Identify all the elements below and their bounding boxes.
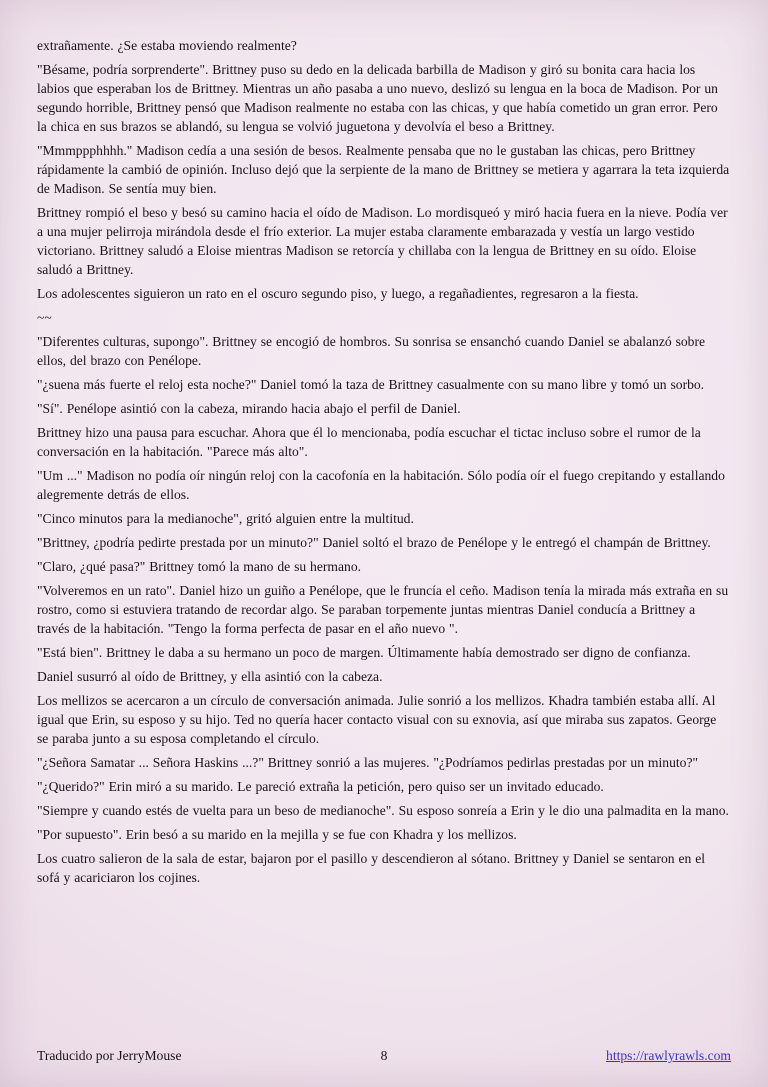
page-number: 8 xyxy=(380,1048,388,1063)
paragraph: "¿Querido?" Erin miró a su marido. Le pareció extraña la petición, pero quiso ser un invitado educado. xyxy=(37,779,604,794)
paragraph: "Siempre y cuando estés de vuelta para un beso de medianoche". Su esposo sonreía a Erin y le dio una palmadita en la mano. xyxy=(37,803,729,818)
paragraph: "Sí". Penélope asintió con la cabeza, mirando hacia abajo el perfil de Daniel. xyxy=(37,401,461,416)
paragraph: extrañamente. ¿Se estaba moviendo realmente? xyxy=(37,38,297,53)
paragraph: Los adolescentes siguieron un rato en el oscuro segundo piso, y luego, a regañadientes, regresaron a la fiesta. xyxy=(37,286,639,301)
source-link[interactable]: https://rawlyrawls.com xyxy=(606,1048,731,1063)
source-link-container xyxy=(387,1046,731,1065)
translator-credit: Traducido por JerryMouse xyxy=(37,1048,182,1063)
paragraph: Brittney rompió el beso y besó su camino hacia el oído de Madison. Lo mordisqueó y miró hacia fuera en la nieve. Podía ver a una mujer pelirroja mirándola desde el frío exterior. La mujer estaba claramente embarazada y vestía un largo vestido victoriano. Brittney saludó a Eloise mientras Madison se retorcía y chillaba con la lengua de Brittney en su oído. Eloise saludó a Brittney. xyxy=(37,205,728,277)
paragraph: "¿Señora Samatar ... Señora Haskins ...?" Brittney sonrió a las mujeres. "¿Podríamos pedirlas prestadas por un minuto?" xyxy=(37,755,699,770)
paragraph: "Um ..." Madison no podía oír ningún reloj con la cacofonía en la habitación. Sólo podía oír el fuego crepitando y estallando alegremente detrás de ellos. xyxy=(37,468,725,502)
paragraph: Los mellizos se acercaron a un círculo de conversación animada. Julie sonrió a los mellizos. Khadra también estaba allí. Al igual que Erin, su esposo y su hijo. Ted no quería hacer contacto visual con su exnovia, así que miraba sus zapatos. George se paraba junto a su esposa completando el círculo. xyxy=(37,693,717,746)
paragraph: "Volveremos en un rato". Daniel hizo un guiño a Penélope, que le fruncía el ceño. Madison tenía la mirada más extraña en su rostro, como si estuviera tratando de recordar algo. Se paraban torpemente juntas mientras Daniel conducía a Brittney a través de la habitación. "Tengo la forma perfecta de pasar en el año nuevo ". xyxy=(37,583,729,636)
page-footer xyxy=(37,1046,731,1065)
paragraph: ~~ xyxy=(37,310,52,325)
paragraph: "Está bien". Brittney le daba a su hermano un poco de margen. Últimamente había demostrado ser digno de confianza. xyxy=(37,645,691,660)
paragraph: "Mmmppphhhh." Madison cedía a una sesión de besos. Realmente pensaba que no le gustaban las chicas, pero Brittney rápidamente la cambió de opinión. Incluso dejó que la serpiente de la mano de Brittney se metiera y agarrara la teta izquierda de Madison. Se sentía muy bien. xyxy=(37,143,730,196)
story-text xyxy=(37,36,731,892)
paragraph: Daniel susurró al oído de Brittney, y ella asintió con la cabeza. xyxy=(37,669,383,684)
paragraph: Brittney hizo una pausa para escuchar. Ahora que él lo mencionaba, podía escuchar el tictac incluso sobre el rumor de la conversación en la habitación. "Parece más alto". xyxy=(37,425,701,459)
paragraph: "Por supuesto". Erin besó a su marido en la mejilla y se fue con Khadra y los mellizos. xyxy=(37,827,517,842)
paragraph: "Claro, ¿qué pasa?" Brittney tomó la mano de su hermano. xyxy=(37,559,362,574)
paragraph: "Bésame, podría sorprenderte". Brittney puso su dedo en la delicada barbilla de Madison y giró su bonita cara hacia los labios que esperaban los de Brittney. Mientras un año pasaba a uno nuevo, deslizó su lengua en la boca de Madison. Por un segundo horrible, Brittney pensó que Madison realmente no estaba con las chicas, y que había cometido un gran error. Pero la chica en sus brazos se ablandó, su lengua se volvió juguetona y devolvía el beso a Brittney. xyxy=(37,62,718,134)
paragraph: "Brittney, ¿podría pedirte prestada por un minuto?" Daniel soltó el brazo de Penélope y le entregó el champán de Brittney. xyxy=(37,535,711,550)
paragraph: "Diferentes culturas, supongo". Brittney se encogió de hombros. Su sonrisa se ensanchó cuando Daniel se abalanzó sobre ellos, del brazo con Penélope. xyxy=(37,334,706,368)
paragraph: Los cuatro salieron de la sala de estar, bajaron por el pasillo y descendieron al sótano. Brittney y Daniel se sentaron en el sofá y acariciaron los cojines. xyxy=(37,851,706,885)
paragraph: "Cinco minutos para la medianoche", gritó alguien entre la multitud. xyxy=(37,511,414,526)
paragraph: "¿suena más fuerte el reloj esta noche?" Daniel tomó la taza de Brittney casualmente con su mano libre y tomó un sorbo. xyxy=(37,377,705,392)
